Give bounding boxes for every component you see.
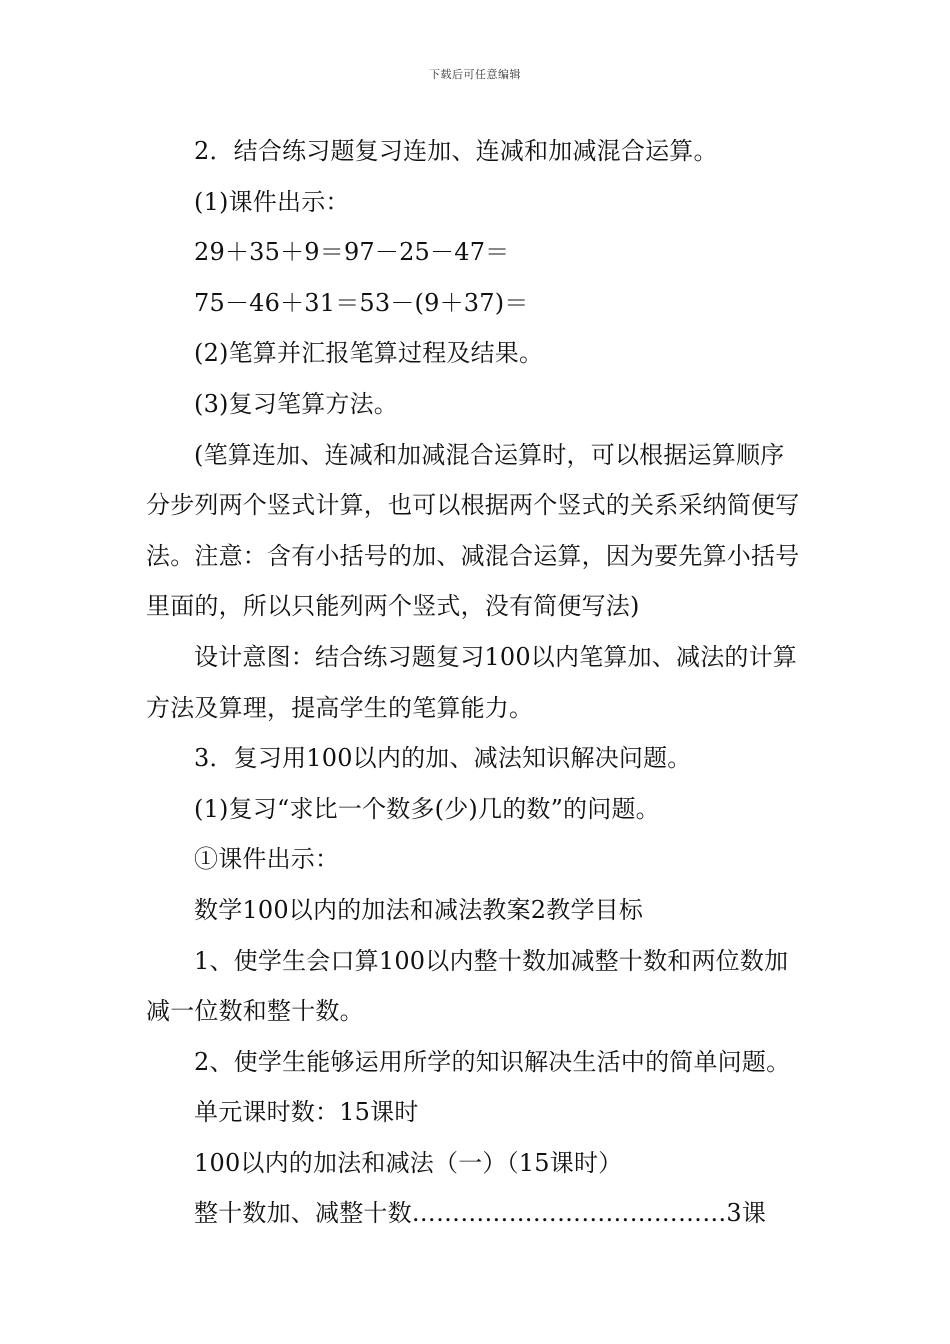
page-header: 下载后可任意编辑 [429,68,521,81]
paragraph-expression-1: 29＋35＋9＝97－25－47＝ [194,238,510,267]
paragraph-goal-2: 2、使学生能够运用所学的知识解决生活中的简单问题。 [194,1047,791,1076]
document-body [146,126,808,1239]
paragraph-unit-hours: 单元课时数：15课时 [194,1098,419,1127]
paragraph-toc-entry: 整十数加、减整十数…………………………………3课 [194,1199,767,1228]
paragraph-more-less: (1)复习“求比一个数多(少)几的数”的问题。 [194,794,660,823]
paragraph-courseware-2: ①课件出示： [194,845,340,874]
paragraph-courseware-1: (1)课件出示： [194,187,350,216]
paragraph-expression-2: 75－46＋31＝53－(9＋37)＝ [194,288,529,317]
paragraph-written-report: (2)笔算并汇报笔算过程及结果。 [194,339,544,368]
paragraph-problem-heading: 3．复习用100以内的加、减法知识解决问题。 [194,744,692,773]
paragraph-unit-title: 100以内的加法和减法（一）（15课时） [194,1148,623,1177]
paragraph-design-intent: 设计意图：结合练习题复习100以内笔算加、减法的计算方法及算理，提高学生的笔算能力。 [146,642,798,722]
paragraph-goal-1: 1、使学生会口算100以内整十数加减整十数和两位数加减一位数和整十数。 [146,946,789,1026]
paragraph-lesson-plan-title: 数学100以内的加法和减法教案2教学目标 [194,895,644,924]
paragraph-review-method: (3)复习笔算方法。 [194,389,398,418]
paragraph-review-heading: 2．结合练习题复习连加、连减和加减混合运算。 [194,137,718,165]
paragraph-method-note: (笔算连加、连减和加减混合运算时，可以根据运算顺序分步列两个竖式计算，也可以根据两个竖式的关系采纳简便写法。注意：含有小括号的加、减混合运算，因为要先算小括号里面的，所以只能列两个竖式，没有简便写法) [146,440,800,621]
